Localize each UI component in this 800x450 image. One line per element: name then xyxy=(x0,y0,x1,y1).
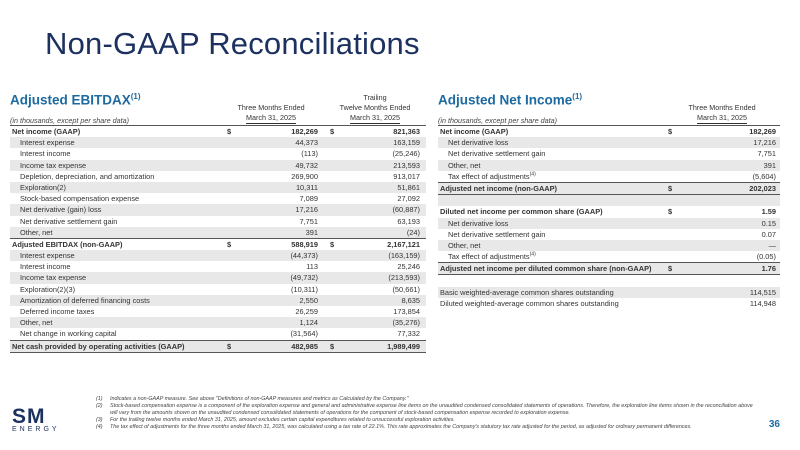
table-row xyxy=(10,250,426,261)
table-row xyxy=(438,137,780,148)
row-label: Net change in working capital xyxy=(20,329,117,339)
row-label: Deferred income taxes xyxy=(20,307,95,316)
table-row xyxy=(10,306,426,317)
value-three-months: 44,373 xyxy=(295,138,318,148)
value-three-months: 10,311 xyxy=(295,182,318,192)
value-trailing-twelve-months: 821,363 xyxy=(393,127,420,136)
footnote-number: (4) xyxy=(96,424,103,430)
value-three-months: 391 xyxy=(305,227,318,237)
row-label: Net cash provided by operating activities (GAAP) xyxy=(12,341,185,351)
row-label: Other, net xyxy=(20,318,53,328)
currency-symbol: $ xyxy=(668,264,673,274)
value-three-months: 0.15 xyxy=(761,218,776,228)
right-subtitle: (in thousands, except per share data) xyxy=(438,116,558,125)
row-label: Adjusted net income per diluted common share (non-GAAP) xyxy=(440,264,652,274)
value-three-months: — xyxy=(768,240,776,250)
footnote xyxy=(96,396,756,403)
currency-symbol: $ xyxy=(330,341,335,351)
value-three-months: 588,919 xyxy=(291,239,318,249)
table-row xyxy=(438,206,780,217)
currency-symbol: $ xyxy=(668,183,673,193)
value-trailing-twelve-months: (163,159) xyxy=(388,251,420,261)
row-label: Amortization of deferred financing costs xyxy=(20,295,150,305)
table-row xyxy=(10,182,426,193)
table-row xyxy=(10,295,426,306)
value-three-months: 49,732 xyxy=(295,160,318,170)
row-label: Net derivative settlement gain xyxy=(448,149,546,159)
value-three-months: 1.76 xyxy=(761,264,776,274)
value-trailing-twelve-months: 913,017 xyxy=(393,171,420,181)
table-row xyxy=(10,261,426,272)
value-three-months: (49,732) xyxy=(290,273,318,283)
value-three-months: 1,124 xyxy=(299,318,318,328)
adjusted-net-income-table xyxy=(438,125,780,309)
value-three-months: 7,751 xyxy=(299,216,318,226)
adjusted-net-income-title: Adjusted Net Income$^{(1)}$ xyxy=(438,92,583,108)
currency-symbol: $ xyxy=(668,207,673,217)
footnote-number: (3) xyxy=(96,417,103,423)
table-row xyxy=(438,240,780,251)
row-label: Net income (GAAP) xyxy=(440,127,509,136)
table-row xyxy=(10,193,426,204)
page-number: 36 xyxy=(768,419,780,430)
row-label: Net derivative settlement gain xyxy=(20,216,118,226)
table-row xyxy=(10,160,426,171)
row-label: Tax effect of adjustments$^{(4)}$ xyxy=(448,251,536,262)
value-three-months: 26,259 xyxy=(295,307,318,316)
value-trailing-twelve-months: 173,854 xyxy=(393,307,420,316)
row-label: Exploration(2) xyxy=(20,182,67,192)
value-trailing-twelve-months: 1,989,499 xyxy=(387,341,420,351)
footnote-text: The tax effect of adjustments for the three months ended March 31, 2025, was calculated using a tax rate of 22.1%. This rate approximates the Company's statutory tax rate adjusted for the period, as adjusted for ordinary permanent differences. xyxy=(110,424,692,430)
value-three-months: 269,900 xyxy=(291,171,318,181)
value-three-months: 2,550 xyxy=(299,295,318,305)
row-label: Net derivative settlement gain xyxy=(448,229,546,239)
footnote-text: Indicates a non-GAAP measure. See above "Definitions of non-GAAP measures and metrics as Calculated by the Company." xyxy=(110,396,409,402)
footnote-number: (2) xyxy=(96,403,103,409)
footnote-text: Stock-based compensation expense is a component of the exploration expense and general and administrative expense line items on the unaudited condensed consolidated statements of operations. Therefore, the exploration line items shown in the reconciliation above will vary from the amounts shown on the unaudited condensed consolidated statements of operations for the component of stock-based compensation expense recorded to exploration expense. xyxy=(110,403,753,416)
value-trailing-twelve-months: 163,159 xyxy=(393,138,420,148)
value-three-months: (31,564) xyxy=(290,329,318,339)
value-three-months: (10,311) xyxy=(291,284,318,294)
table-row xyxy=(10,284,426,295)
row-label: Net derivative loss xyxy=(448,218,509,228)
value-trailing-twelve-months: 63,193 xyxy=(397,216,420,226)
value-trailing-twelve-months: (213,593) xyxy=(388,273,420,283)
row-label: Adjusted net income (non-GAAP) xyxy=(440,183,558,193)
table-row xyxy=(10,272,426,283)
value-three-months: 7,089 xyxy=(299,194,318,204)
row-label: Interest expense xyxy=(20,138,75,148)
table-row xyxy=(438,182,780,195)
row-label: Interest income xyxy=(20,262,71,272)
row-label: Interest expense xyxy=(20,251,75,261)
sm-energy-logo: SM ENERGY xyxy=(12,405,60,433)
page-title: Non-GAAP Reconciliations xyxy=(45,26,420,61)
value-trailing-twelve-months: 27,092 xyxy=(397,194,420,204)
currency-symbol: $ xyxy=(330,127,335,136)
value-trailing-twelve-months: (25,246) xyxy=(392,149,420,159)
row-label: Net derivative loss xyxy=(448,138,509,148)
row-label-footnote: (4) xyxy=(529,251,536,258)
row-label: Depletion, depreciation, and amortization xyxy=(20,171,155,181)
adjusted-net-income-panel xyxy=(438,92,780,332)
table-row xyxy=(438,298,780,309)
row-label: Net derivative (gain) loss xyxy=(20,205,102,215)
adjusted-ebitdax-panel xyxy=(10,92,426,392)
row-label: Diluted net income per common share (GAAP) xyxy=(440,207,603,217)
value-trailing-twelve-months: 77,332 xyxy=(397,329,420,339)
value-three-months: 113 xyxy=(306,262,318,272)
adjusted-ebitdax-table xyxy=(10,125,426,353)
row-label: Net income (GAAP) xyxy=(12,127,81,136)
table-row xyxy=(10,204,426,215)
currency-symbol: $ xyxy=(227,341,232,351)
table-row xyxy=(438,148,780,159)
value-three-months: 391 xyxy=(763,160,776,170)
table-row xyxy=(10,125,426,137)
table-row xyxy=(10,216,426,227)
value-trailing-twelve-months: 25,246 xyxy=(397,262,420,272)
footnote xyxy=(96,424,756,431)
table-row xyxy=(10,317,426,328)
table-row xyxy=(438,287,780,298)
table-row xyxy=(10,148,426,159)
row-label: Other, net xyxy=(448,160,481,170)
table-row xyxy=(438,160,780,171)
right-col1-header: Three Months Ended March 31, 2025 xyxy=(688,103,756,122)
value-trailing-twelve-months: 213,593 xyxy=(393,160,420,170)
value-three-months: 114,948 xyxy=(749,298,776,308)
value-trailing-twelve-months: 51,861 xyxy=(397,182,420,192)
table-row xyxy=(438,251,780,262)
row-label: Basic weighted-average common shares outstanding xyxy=(440,287,614,297)
table-row xyxy=(438,229,780,240)
left-col2-header: Trailing Twelve Months Ended March 31, 2025 xyxy=(339,93,411,122)
value-three-months: 17,216 xyxy=(295,205,318,215)
footnotes xyxy=(96,396,756,431)
currency-symbol: $ xyxy=(227,127,232,136)
row-label: Income tax expense xyxy=(20,273,87,283)
value-three-months: (44,373) xyxy=(290,251,318,261)
row-label: Stock-based compensation expense xyxy=(20,194,140,204)
row-label: Income tax expense xyxy=(20,160,87,170)
table-row xyxy=(438,218,780,229)
table-row xyxy=(438,171,780,182)
footnote-number: (1) xyxy=(96,396,103,402)
row-label: Interest income xyxy=(20,149,71,159)
value-three-months: 7,751 xyxy=(757,149,776,159)
value-three-months: (5,604) xyxy=(752,171,776,181)
currency-symbol: $ xyxy=(330,239,335,249)
spacer-row xyxy=(438,275,780,286)
table-row xyxy=(10,171,426,182)
value-trailing-twelve-months: (24) xyxy=(406,227,420,237)
table-row xyxy=(10,328,426,339)
value-trailing-twelve-months: 2,167,121 xyxy=(387,239,420,249)
footnote xyxy=(96,417,756,424)
value-three-months: 182,269 xyxy=(749,127,776,136)
value-trailing-twelve-months: (35,276) xyxy=(392,318,420,328)
value-three-months: 182,269 xyxy=(291,127,318,136)
value-three-months: (113) xyxy=(301,149,318,159)
currency-symbol: $ xyxy=(668,127,673,136)
row-label: Other, net xyxy=(448,240,481,250)
spacer-row xyxy=(438,195,780,206)
table-row xyxy=(438,125,780,137)
currency-symbol: $ xyxy=(227,239,232,249)
adjusted-ebitdax-title: Adjusted EBITDAX$^{(1)}$ xyxy=(10,92,141,108)
footnote-text: For the trailing twelve months ended March 31, 2025, amount excludes certain capital expenditures related to unsuccessful exploration activities. xyxy=(110,417,455,423)
left-col1-header: Three Months Ended March 31, 2025 xyxy=(237,103,305,122)
footnote xyxy=(96,403,756,417)
table-row xyxy=(10,227,426,238)
row-label: Tax effect of adjustments$^{(4)}$ xyxy=(448,171,536,181)
row-label-footnote: (4) xyxy=(529,171,536,178)
value-three-months: 0.07 xyxy=(761,229,776,239)
row-label: Other, net xyxy=(20,227,53,237)
value-three-months: 114,515 xyxy=(749,287,776,297)
table-row xyxy=(10,340,426,353)
value-three-months: 17,216 xyxy=(753,138,776,148)
value-three-months: (0.05) xyxy=(756,252,776,262)
row-label: Adjusted EBITDAX (non-GAAP) xyxy=(12,239,123,249)
value-trailing-twelve-months: 8,635 xyxy=(401,295,420,305)
value-three-months: 202,023 xyxy=(749,183,776,193)
value-three-months: 482,985 xyxy=(291,341,318,351)
value-trailing-twelve-months: (60,887) xyxy=(392,205,420,215)
table-row xyxy=(438,262,780,275)
left-subtitle: (in thousands, except per share data) xyxy=(10,116,130,125)
value-trailing-twelve-months: (50,661) xyxy=(392,284,420,294)
table-row xyxy=(10,238,426,250)
row-label: Exploration(2)(3) xyxy=(20,284,76,294)
table-row xyxy=(10,137,426,148)
row-label: Diluted weighted-average common shares outstanding xyxy=(440,298,619,308)
value-three-months: 1.59 xyxy=(761,207,776,217)
